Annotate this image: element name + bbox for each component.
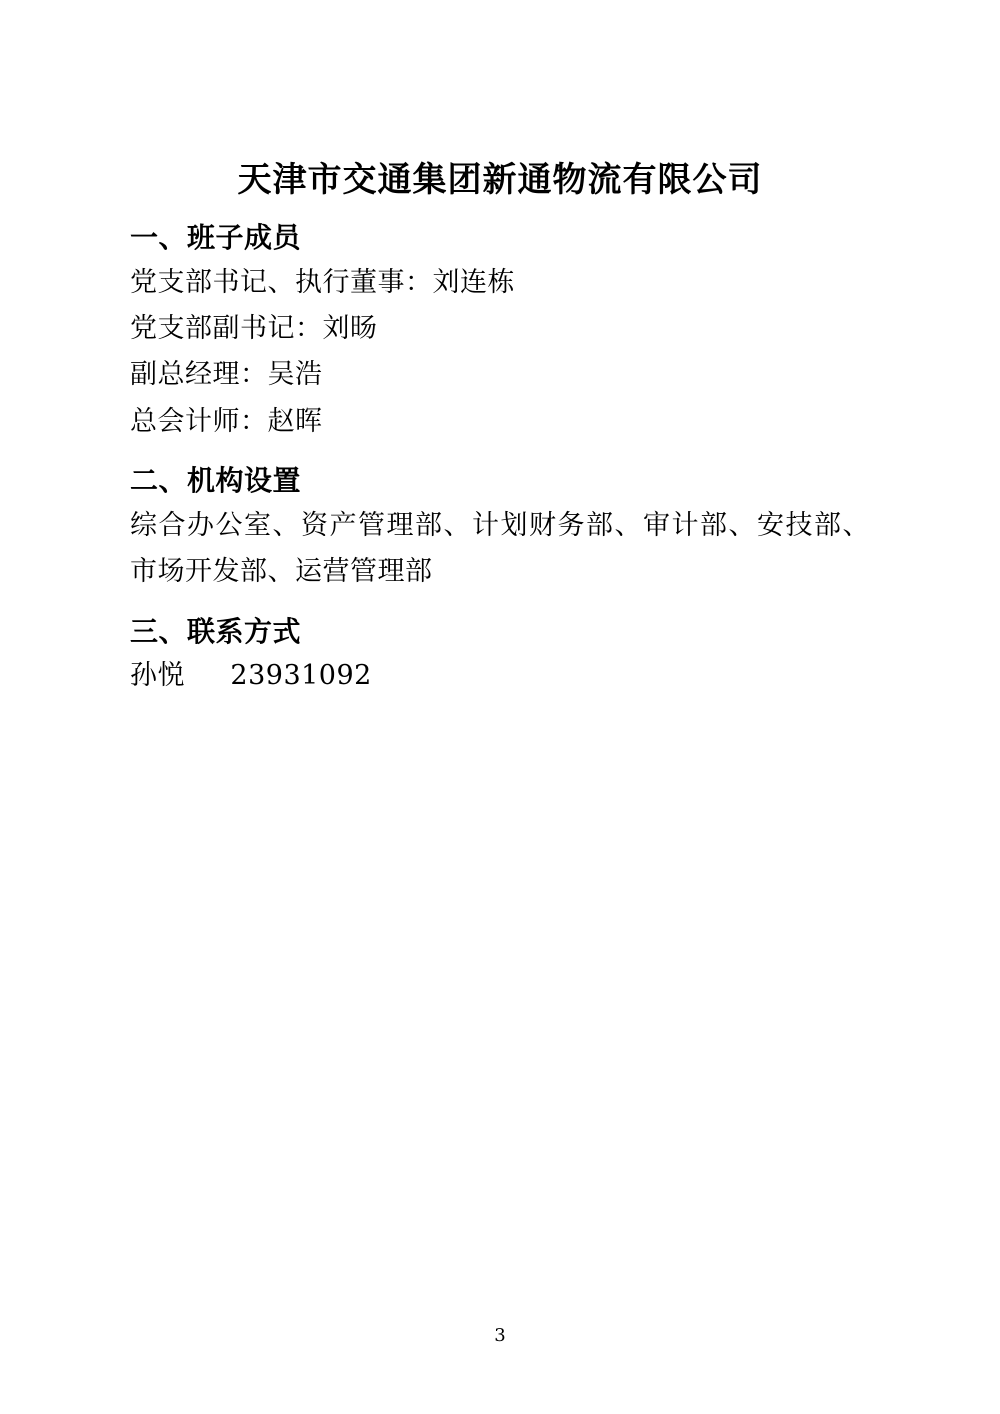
section-heading-contact: 三、联系方式: [130, 615, 302, 647]
page-number: 3: [494, 1325, 506, 1346]
contact-line: 孙悦 23931092: [130, 659, 372, 691]
section-heading-structure: 二、机构设置: [130, 465, 302, 497]
page-title: 天津市交通集团新通物流有限公司: [237, 161, 763, 199]
member-line-deputy-secretary: 党支部副书记：刘旸: [130, 313, 378, 345]
member-line-party-secretary: 党支部书记、执行董事：刘连栋: [130, 266, 515, 298]
section-heading-members: 一、班子成员: [130, 222, 302, 254]
structure-departments-text: 综合办公室、资产管理部、计划财务部、审计部、安技部、市场开发部、运营管理部: [130, 509, 870, 588]
member-line-deputy-general-manager: 副总经理：吴浩: [130, 359, 323, 391]
member-line-chief-accountant: 总会计师：赵晖: [130, 405, 323, 437]
